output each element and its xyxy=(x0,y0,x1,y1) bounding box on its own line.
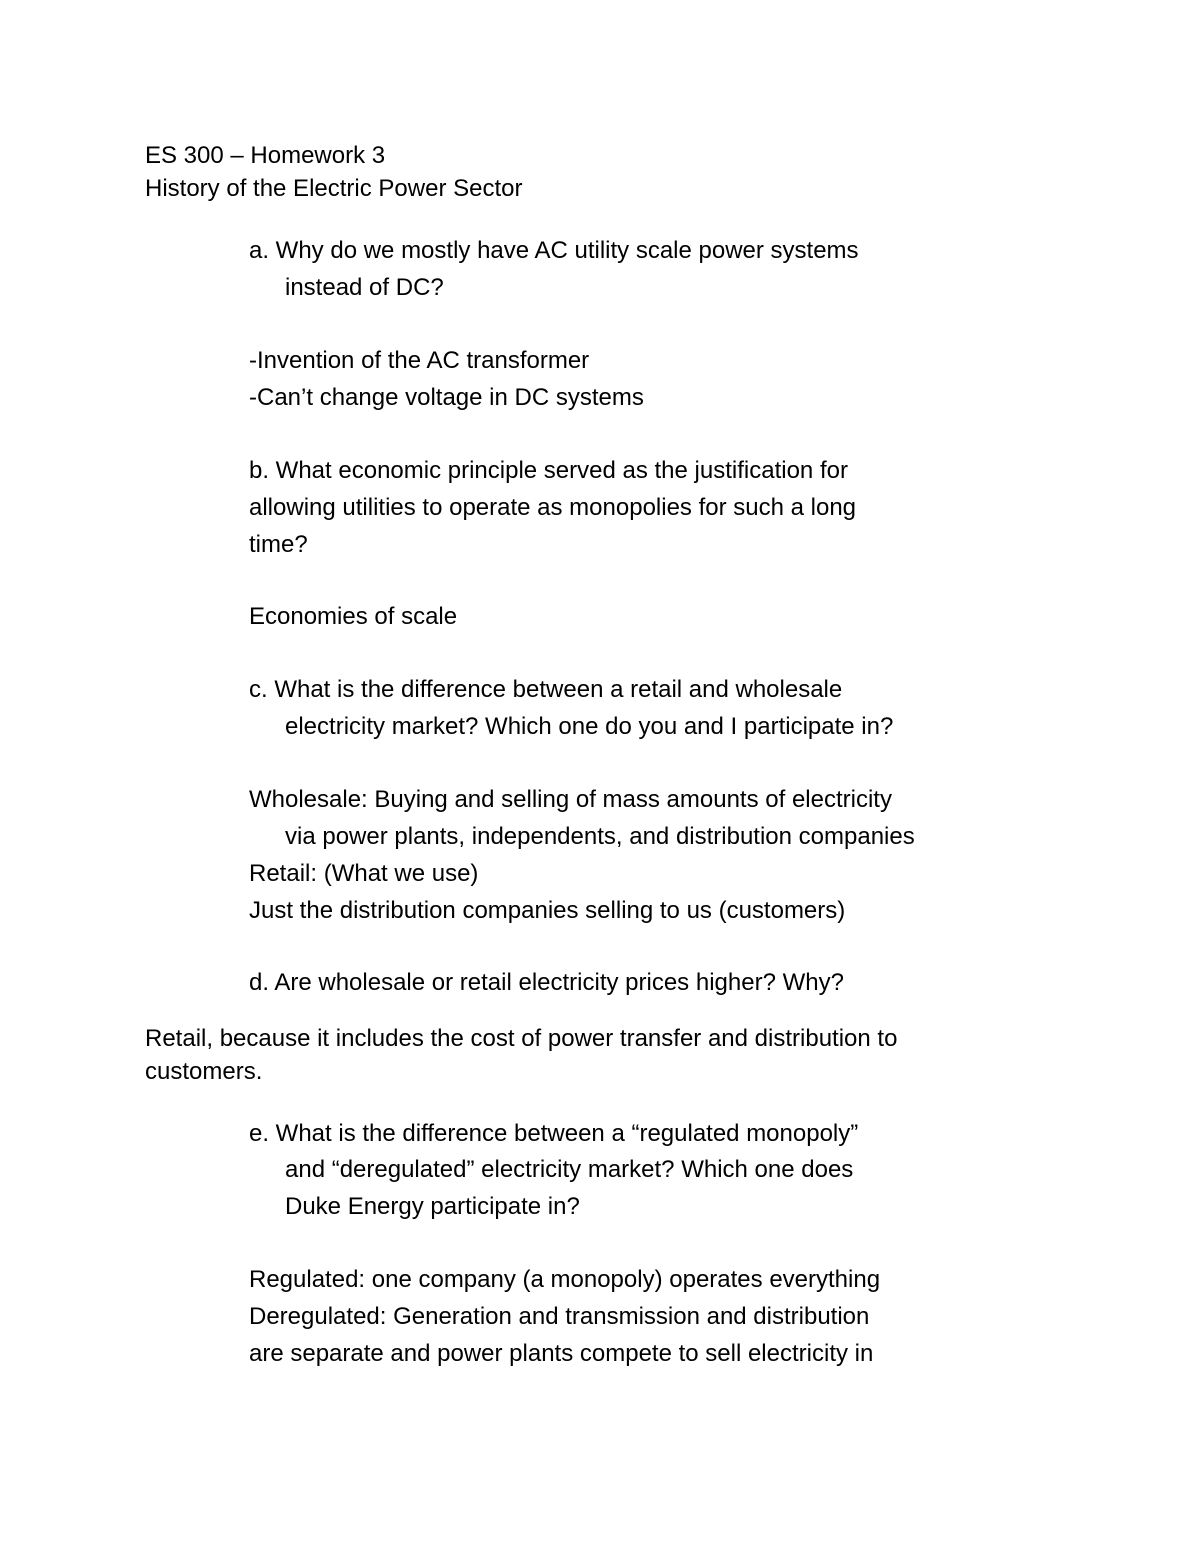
answer-e-line-2: Deregulated: Generation and transmission and distribution xyxy=(249,1303,870,1330)
answer-e-line-1: Regulated: one company (a monopoly) operates everything xyxy=(249,1266,881,1293)
answer-d-line-1: Retail, because it includes the cost of power transfer and distribution to xyxy=(145,1025,898,1052)
question-b-line-2: allowing utilities to operate as monopolies for such a long xyxy=(249,494,857,521)
answer-c-line-2: via power plants, independents, and distribution companies xyxy=(285,823,915,850)
course-title: ES 300 – Homework 3 xyxy=(145,142,386,169)
question-b-line-1: b. What economic principle served as the justification for xyxy=(249,457,848,484)
question-c-line-2: electricity market? Which one do you and I participate in? xyxy=(285,713,894,740)
question-c-line-1: c. What is the difference between a retail and wholesale xyxy=(249,676,843,703)
document-subtitle: History of the Electric Power Sector xyxy=(145,175,523,202)
answer-b-line-1: Economies of scale xyxy=(249,603,458,630)
answer-e-line-3: are separate and power plants compete to sell electricity in xyxy=(249,1340,874,1367)
question-a-line-1: a. Why do we mostly have AC utility scale power systems xyxy=(249,237,859,264)
answer-d-line-2: customers. xyxy=(145,1058,263,1085)
answer-a-line-2: -Can’t change voltage in DC systems xyxy=(249,384,644,411)
answer-c-line-3: Retail: (What we use) xyxy=(249,860,479,887)
question-a-line-2: instead of DC? xyxy=(285,274,444,301)
question-e-line-3: Duke Energy participate in? xyxy=(285,1193,580,1220)
question-e-line-2: and “deregulated” electricity market? Which one does xyxy=(285,1156,854,1183)
answer-c-line-1: Wholesale: Buying and selling of mass amounts of electricity xyxy=(249,786,892,813)
question-e-line-1: e. What is the difference between a “regulated monopoly” xyxy=(249,1120,859,1147)
question-b-line-3: time? xyxy=(249,531,308,558)
answer-c-line-4: Just the distribution companies selling to us (customers) xyxy=(249,897,846,924)
question-d-line-1: d. Are wholesale or retail electricity prices higher? Why? xyxy=(249,969,844,996)
answer-a-line-1: -Invention of the AC transformer xyxy=(249,347,590,374)
